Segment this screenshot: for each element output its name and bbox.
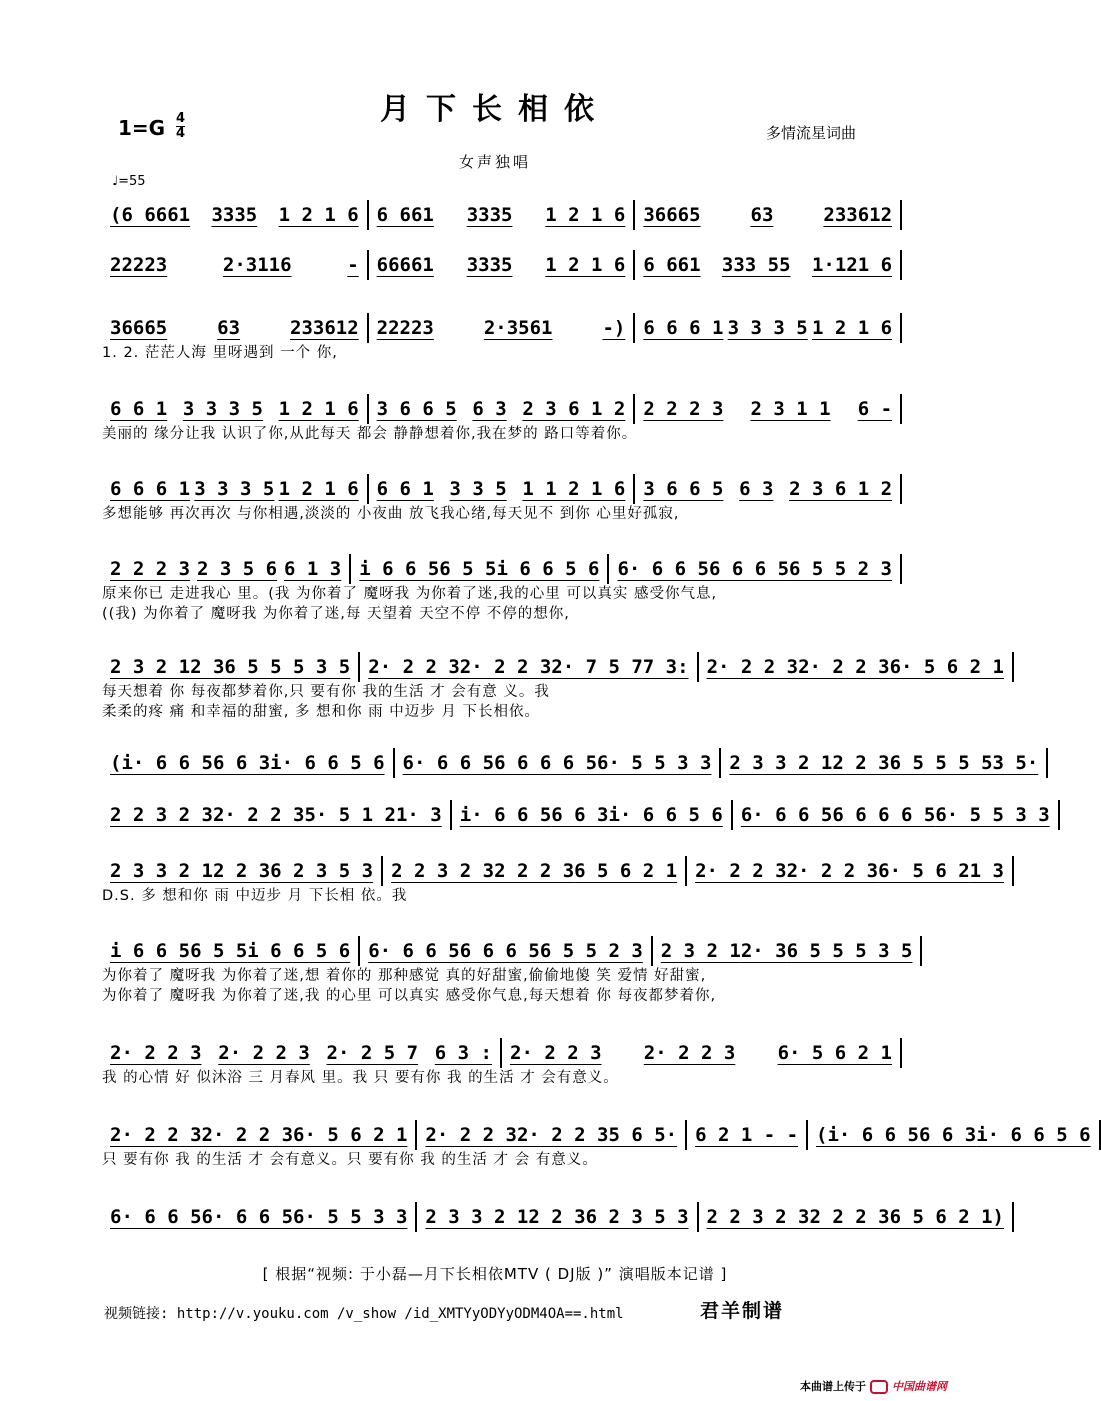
measure (417, 1120, 687, 1150)
note-group: i· 6 6 5 6 (608, 804, 723, 826)
note-group: 66661 (376, 254, 434, 276)
upload-text: 本曲谱上传于 (800, 1380, 866, 1393)
measure (102, 250, 369, 280)
measure (699, 652, 1014, 682)
time-signature-top: 4 (176, 111, 186, 126)
upload-credit (800, 1378, 947, 1394)
measure (102, 1120, 417, 1150)
note-group: 1 3 (969, 860, 1004, 882)
note-group: 2· 2 2 3 (212, 804, 305, 826)
note-group: i 6 6 5 6 (496, 558, 600, 580)
note-group: 6 5 5 2 3 (539, 940, 643, 962)
score-system (102, 474, 902, 524)
note-group: 6 6 3 (551, 804, 609, 826)
score-system (102, 250, 902, 280)
note-group: 2 3 3 2 1 (729, 752, 833, 774)
note-group: 1 2 1 6 (278, 478, 359, 500)
measure (102, 936, 360, 966)
note-group: 36665 (643, 204, 701, 226)
measure (102, 1038, 502, 1068)
score-system (102, 554, 902, 624)
note-group: 2· 3 (740, 940, 787, 962)
score-system (102, 394, 902, 444)
measure-row (102, 1202, 1004, 1232)
note-group: 22223 (110, 254, 168, 276)
measure (102, 394, 369, 424)
note-group: 6 1 3 (284, 558, 342, 580)
measure (687, 1120, 808, 1150)
measure-row (102, 394, 902, 424)
note-group: 2 2 2 3 (110, 558, 191, 580)
measure (635, 200, 902, 230)
measure (635, 250, 902, 280)
measure (699, 1202, 1014, 1232)
note-group: 6 - (857, 398, 893, 420)
lyric-line: ((我) 为你着了 魔呀我 为你着了迷,每 天望着 天空不停 不停的想你, (102, 606, 570, 622)
measure-row (102, 652, 1004, 682)
note-group: 3 3 3 5 (182, 398, 263, 420)
lyric-line: 1. 2. 茫茫人海 里呀遇到 一个 你, (102, 345, 338, 361)
note-group: 1· 3 (395, 804, 442, 826)
measure (369, 394, 636, 424)
transcriber-signature: 君羊制谱 (700, 1300, 785, 1322)
note-group: 2· 2 2 3 (218, 1042, 310, 1064)
note-group: 2 3 3 2 1 (425, 1206, 529, 1228)
measure (635, 474, 902, 504)
note-group: 233612 (290, 317, 359, 339)
note-group: 6 2 3 5 3 (270, 860, 374, 882)
note-group: 2 2 3 2 3 (110, 804, 213, 826)
note-group: 2 3 6 1 2 (522, 398, 626, 420)
note-group: 6· 5 6 2 1 (293, 1124, 408, 1146)
note-group: i· 6 6 5 (459, 804, 552, 826)
measure-row (102, 936, 913, 966)
note-group: 333 55 (721, 254, 791, 276)
lyric-line: 柔柔的疼 痛 和幸福的甜蜜, 多 想和你 雨 中迈步 月 下长相依。 (102, 704, 540, 720)
measure (102, 1202, 417, 1232)
note-group: 63 (750, 204, 774, 226)
note-group: 2·3561 (483, 317, 553, 339)
note-group: 2· 2 2 3 (706, 656, 799, 678)
lyric-line: 只 要有你 我 的生活 才 会有意义。只 要有你 我 的生活 才 会 有意义。 (102, 1152, 598, 1168)
measure (102, 856, 383, 886)
note-group: 3 6 6 5 (376, 398, 457, 420)
note-group: 3 3 5 (449, 478, 507, 500)
lyric-line: 多想能够 再次再次 与你相遇,淡淡的 小夜曲 放飞我心绪,每天见不 到你 心里好孤寂, (102, 506, 680, 522)
score-system (102, 313, 902, 363)
measure (102, 748, 395, 778)
note-group: 2· 2 2 3 (110, 1042, 202, 1064)
note-group: 6 5 5 5 3 5 (786, 940, 913, 962)
note-group: 36665 (110, 317, 168, 339)
measure (452, 800, 733, 830)
measure (653, 936, 923, 966)
note-group: 5· 5 1 2 (304, 804, 396, 826)
measure (721, 748, 1048, 778)
measure (733, 800, 1060, 830)
note-group: 2· 2 5 7 (326, 1042, 419, 1064)
measure (635, 394, 902, 424)
site-logo-icon (870, 1380, 888, 1394)
note-group: 6 5 5 (190, 940, 248, 962)
lyric-line: 为你着了 魔呀我 为你着了迷,我 的心里 可以真实 感受你气息,每天想着 你 每夜都梦着你, (102, 988, 717, 1004)
note-group: 2· 2 2 3 (201, 1124, 294, 1146)
note-group: 3 6 6 5 (643, 478, 724, 500)
note-group: 6 6 6 6 5 (832, 804, 936, 826)
note-group: i· 6 6 5 6 (976, 1124, 1091, 1146)
measure (102, 474, 369, 504)
note-group: 6 2 3 5 3 (585, 1206, 689, 1228)
note-group: 1 1 2 1 6 (522, 478, 626, 500)
measure (502, 1038, 902, 1068)
measure (102, 652, 360, 682)
note-group: 63 (217, 317, 241, 339)
measure-row (102, 250, 902, 280)
measure-row (102, 200, 902, 230)
measure-row (102, 1038, 902, 1068)
note-group: 6· 5 6 2 (878, 860, 970, 882)
measure-row (102, 554, 902, 584)
note-group: 6· 6 6 5 (617, 558, 709, 580)
time-signature (176, 112, 185, 141)
measure (369, 474, 636, 504)
measure (609, 554, 902, 584)
key-signature: 1=G (118, 116, 166, 140)
note-group: 2· 2 2 3 (798, 656, 890, 678)
note-group: 3 5· (992, 752, 1039, 774)
note-group: 6· 5 6 2 1 (777, 1042, 892, 1064)
note-group: 6 6 1 (376, 478, 434, 500)
note-group: 2·3116 (222, 254, 292, 276)
note-group: 6· 6 6 5 (368, 940, 460, 962)
measure (102, 313, 369, 343)
note-group: 2· 2 2 3 (368, 656, 460, 678)
note-group: 6· 5 6 2 1 (889, 656, 1004, 678)
note-group: 6 6 6 1 (643, 317, 724, 339)
site-name[interactable]: 中国曲谱网 (892, 1380, 947, 1393)
note-group: 6 5 5 5 3 5 (224, 656, 351, 678)
note-group: 2 3 1 1 (750, 398, 831, 420)
lyric-line: D.S. 多 想和你 雨 中迈步 月 下长相 依。我 (102, 888, 408, 904)
transcription-reference: [ 根据“视频: 于小磊—月下长相依MTV ( DJ版 )” 演唱版本记谱 ] (262, 1265, 728, 1283)
note-group: (i· 6 6 5 (816, 1124, 919, 1146)
note-group: 3335 (211, 204, 258, 226)
score-system (102, 748, 1039, 778)
note-group: 2· 2 2 3 (786, 860, 879, 882)
note-group: 6 3 (739, 478, 774, 500)
note-group: 2· 2 2 3 (459, 656, 552, 678)
note-group: 1·121 6 (811, 254, 893, 276)
measure-row (102, 1120, 1091, 1150)
note-group: 1 2 1 6 (278, 204, 359, 226)
note-group: 6 2 1 - - (695, 1124, 799, 1146)
note-group: 6 6 6 5 (459, 940, 540, 962)
note-group: 2 2 3 (212, 860, 271, 882)
time-signature-bottom: 4 (176, 126, 186, 141)
measure (360, 936, 653, 966)
note-group: 2· 2 2 3 (425, 1124, 517, 1146)
note-group: 6· 6 6 5 (740, 804, 833, 826)
note-group: 6 6 3 (919, 1124, 977, 1146)
note-group: -) (602, 317, 626, 339)
note-group: 2 2 3 (832, 752, 890, 774)
note-group: 1 2 1 6 (545, 204, 626, 226)
note-group: 6 5 6 2 1) (889, 1206, 1004, 1228)
note-group: 6 661 (643, 254, 701, 276)
note-group: (i· 6 6 5 (110, 752, 213, 774)
score-system (102, 652, 1004, 722)
note-group: 22223 (376, 317, 434, 339)
measure-row (102, 748, 1039, 778)
note-group: 3335 (466, 204, 513, 226)
measure (360, 652, 698, 682)
lyric-line: 原来你已 走进我心 里。(我 为你着了 魔呀我 为你着了迷,我的心里 可以真实 感受你气息, (102, 586, 718, 602)
note-group: 6 5 5 2 3 (789, 558, 892, 580)
note-group: i· 6 6 5 6 (270, 752, 385, 774)
note-group: 6· 6 6 5 (110, 1206, 202, 1228)
note-group: 6 6 1 (110, 398, 168, 420)
measure (687, 856, 1014, 886)
score-system (102, 856, 1004, 906)
measure (369, 313, 636, 343)
note-group: 2 2 2 3 (643, 398, 724, 420)
song-title: 月下长相依 (380, 92, 610, 127)
score-system (102, 800, 1050, 830)
composer-credit: 多情流星词曲 (766, 124, 857, 142)
note-group: - (347, 254, 359, 276)
note-group: 6 6 6 5 (708, 558, 790, 580)
voice-type: 女声独唱 (458, 153, 531, 171)
measure (808, 1120, 1101, 1150)
measure (102, 800, 452, 830)
note-group: 6 661 (376, 204, 434, 226)
measure (383, 856, 687, 886)
measure-row (102, 313, 902, 343)
score-system (102, 936, 913, 1006)
note-group: 6 5 5 (439, 558, 497, 580)
note-group: 2 3 2 1 (110, 656, 191, 678)
note-group: i 6 6 5 (359, 558, 440, 580)
note-group: 2· 2 2 3 (516, 1124, 609, 1146)
measure (395, 748, 722, 778)
note-group: (6 6661 (110, 204, 191, 226)
note-group: 6· 5 5 3 3 (597, 752, 712, 774)
lyric-line: 每天想着 你 每夜都梦着你,只 要有你 我的生活 才 会有意 义。我 (102, 684, 550, 700)
note-group: 6 6 6 6 5 (494, 752, 598, 774)
note-group: 2 3 (190, 656, 225, 678)
note-group: 2 3 3 2 1 (110, 860, 213, 882)
note-group: i 6 6 5 (110, 940, 191, 962)
note-group: i 6 6 5 6 (247, 940, 351, 962)
note-group: 6 5 6 2 1 (574, 860, 678, 882)
note-group: 6 6 3 (212, 752, 271, 774)
note-group: 2· 2 2 3 (695, 860, 787, 882)
note-group: 6 6 6 1 (110, 478, 191, 500)
score-system (102, 1202, 1004, 1232)
measure (102, 554, 351, 584)
score-system (102, 200, 902, 230)
note-group: 2 3 6 1 2 (789, 478, 893, 500)
score-system (102, 1120, 1091, 1170)
note-group: 2 3 5 6 (197, 558, 278, 580)
note-group: 2 2 3 (528, 1206, 586, 1228)
note-group: 1 2 1 6 (545, 254, 626, 276)
note-group: 2· 2 2 3 (643, 1042, 736, 1064)
measure (351, 554, 609, 584)
lyric-line: 美丽的 缘分让我 认识了你,从此每天 都会 静静想着你,我在梦的 路口等着你。 (102, 426, 638, 442)
note-group: 6 3 : (434, 1042, 492, 1064)
note-group: 6 3 (472, 398, 507, 420)
note-group: 2· 2 2 3 (510, 1042, 602, 1064)
note-group: 5 6 5· (608, 1124, 678, 1146)
note-group: 2 2 3 2 3 (391, 860, 495, 882)
note-group: 6· 6 6 5 (201, 1206, 294, 1228)
note-group: 3335 (466, 254, 513, 276)
measure-row (102, 474, 902, 504)
tempo-marking: ♩=55 (112, 174, 146, 189)
note-group: 2 2 3 2 3 (706, 1206, 810, 1228)
note-group: 2· 7 5 7 (551, 656, 643, 678)
score-system (102, 1038, 902, 1088)
measure (102, 200, 369, 230)
note-group: 2· 2 2 3 (110, 1124, 202, 1146)
measure-row (102, 800, 1050, 830)
note-group: 2 2 2 3 (809, 1206, 890, 1228)
lyric-line: 为你着了 魔呀我 为你着了迷,想 着你的 那种感觉 真的好甜蜜,偷偷地傻 笑 爱情 好甜蜜, (102, 968, 707, 984)
note-group: 6· 6 6 5 (402, 752, 495, 774)
measure (417, 1202, 698, 1232)
note-group: 1 2 1 6 (811, 317, 893, 339)
measure-row (102, 856, 1004, 886)
video-link[interactable]: 视频链接: http://v.youku.com /v_show /id_XMTYyODYyODM4OA==.html (104, 1306, 624, 1322)
note-group: 1 2 1 6 (278, 398, 359, 420)
measure (369, 250, 636, 280)
note-group: 2 2 2 3 (494, 860, 575, 882)
measure (635, 313, 902, 343)
note-group: 6· 5 5 3 3 (293, 1206, 408, 1228)
note-group: 233612 (823, 204, 893, 226)
note-group: 3 3 3 5 (727, 317, 808, 339)
note-group: 7 3: (642, 656, 689, 678)
measure (369, 200, 636, 230)
note-group: 3 3 3 5 (194, 478, 275, 500)
note-group: 6 5 5 5 5 (889, 752, 993, 774)
note-group: 2 3 2 1 (660, 940, 741, 962)
lyric-line: 我 的心情 好 似沐浴 三 月春风 里。我 只 要有你 我 的生活 才 会有意义。 (102, 1070, 619, 1086)
note-group: 6· 5 5 3 3 (935, 804, 1050, 826)
